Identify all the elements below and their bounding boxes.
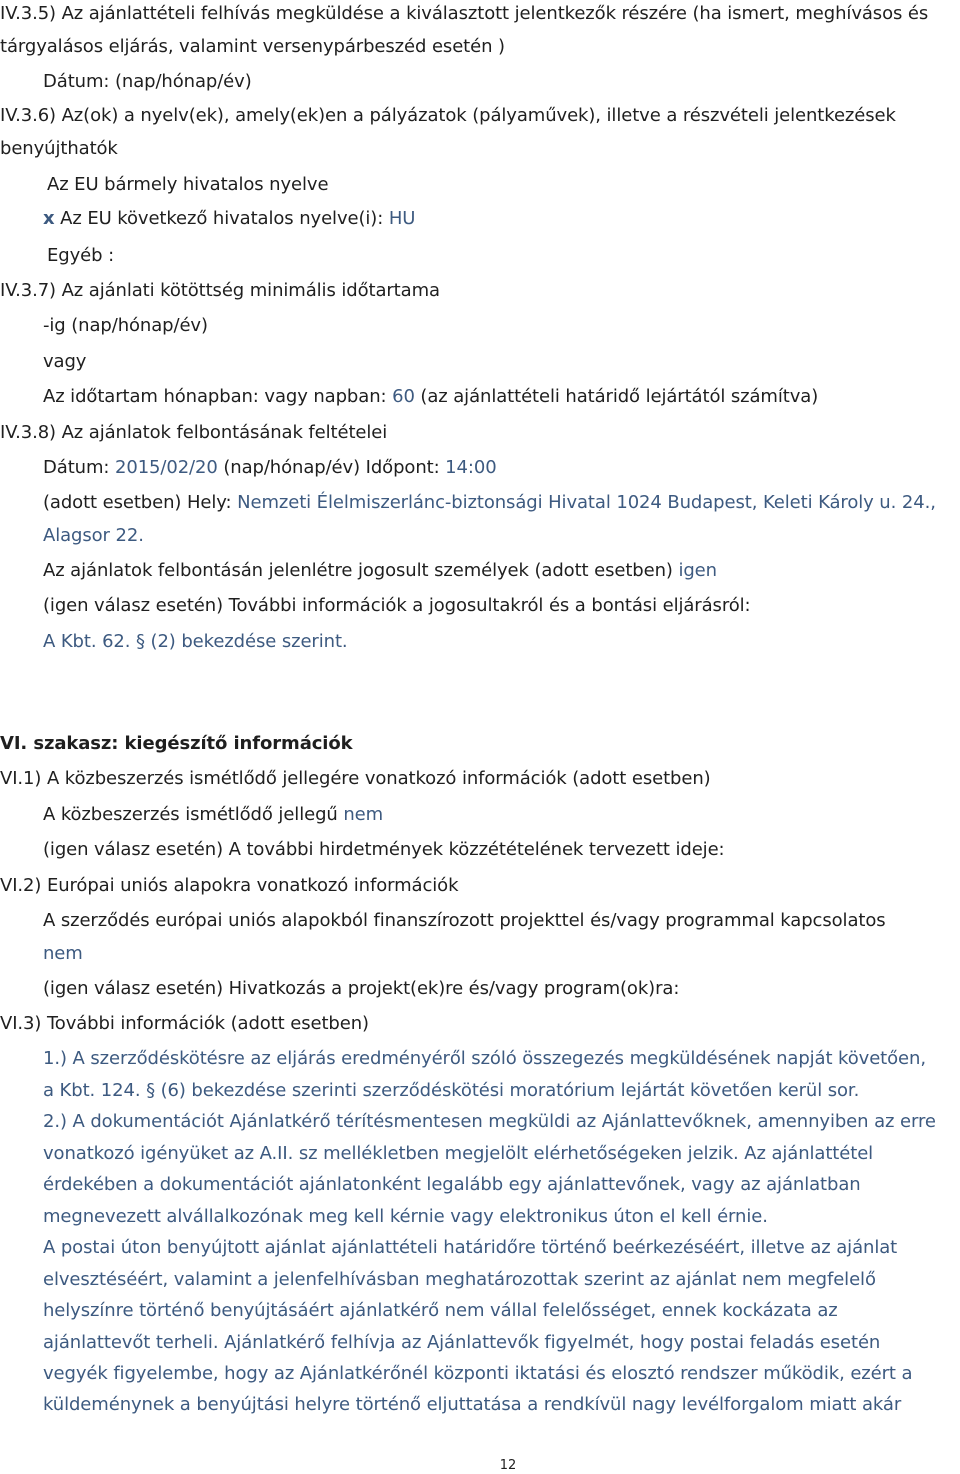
- additional-info-line: vonatkozó igényüket az A.II. sz mellékletben megjelölt elérhetőségeken jelzik. Az ajánlattétel: [43, 1143, 874, 1164]
- binding-duration: [43, 385, 818, 409]
- following-languages-value: HU: [388, 208, 416, 229]
- opening-further-info-label: (igen válasz esetén) További információk a jogosultakról és a bontási eljárásról:: [43, 595, 751, 616]
- option-other-language: Egyéb :: [47, 245, 115, 266]
- additional-info-line: elvesztéséért, valamint a jelenfelhívásban meghatározottak szerint az ajánlat nem megfelelő: [43, 1269, 876, 1290]
- opening-place: [43, 491, 936, 515]
- opening-place-value-line2: Alagsor 22.: [43, 525, 144, 546]
- eu-funds-reference: (igen válasz esetén) Hivatkozás a projekt(ek)re és/vagy program(ok)ra:: [43, 978, 680, 999]
- recurrence-label: A közbeszerzés ismétlődő jellegű: [43, 804, 344, 825]
- page-number: 12: [499, 1458, 517, 1473]
- additional-info-line: helyszínre történő benyújtásáért ajánlatkérő nem vállal felelősséget, ennek kockázata az: [43, 1300, 838, 1321]
- section-iv36-title-line2: benyújthatók: [0, 138, 118, 159]
- section-vi-heading: VI. szakasz: kiegészítő információk: [0, 733, 353, 754]
- additional-info-line: a Kbt. 124. § (6) bekezdése szerinti szerződéskötési moratórium lejártát követően kerül sor.: [43, 1080, 860, 1101]
- duration-suffix: (az ajánlattételi határidő lejártától számítva): [414, 386, 819, 407]
- section-iv38-title: IV.3.8) Az ajánlatok felbontásának feltételei: [0, 422, 388, 443]
- additional-info-line: küldeménynek a benyújtási helyre történő eljuttatása a rendkívül nagy levélforgalom miatt akár: [43, 1394, 902, 1415]
- opening-time-label: (nap/hónap/év) Időpont:: [217, 457, 446, 478]
- recurrence: [43, 803, 383, 827]
- opening-persons-value: igen: [678, 560, 717, 581]
- additional-info-line: megnevezett alvállalkozónak meg kell kérnie vagy elektronikus úton el kell érnie.: [43, 1206, 768, 1227]
- additional-info-line: vegyék figyelembe, hogy az Ajánlatkérőnél központi iktatási és elosztó rendszer működik, ezért a: [43, 1363, 913, 1384]
- section-iv35-title-line2: tárgyalásos eljárás, valamint versenypárbeszéd esetén ): [0, 36, 505, 57]
- option-any-eu-language: Az EU bármely hivatalos nyelve: [47, 174, 329, 195]
- section-iv37-title: IV.3.7) Az ajánlati kötöttség minimális időtartama: [0, 280, 440, 301]
- eu-funds-label: A szerződés európai uniós alapokból finanszírozott projekttel és/vagy programmal kapcsolatos: [43, 910, 886, 931]
- binding-until-date: -ig (nap/hónap/év): [43, 315, 208, 336]
- opening-persons-label: Az ajánlatok felbontásán jelenlétre jogosult személyek (adott esetben): [43, 560, 679, 581]
- duration-value: 60: [392, 386, 415, 407]
- additional-info-line: A postai úton benyújtott ajánlat ajánlattételi határidőre történő beérkezéséért, illetve az ajánlat: [43, 1237, 898, 1258]
- additional-info-line: 2.) A dokumentációt Ajánlatkérő térítésmentesen megküldi az Ajánlattevőknek, amennyiben az erre: [43, 1111, 936, 1132]
- additional-info-line: ajánlattevőt terheli. Ajánlatkérő felhívja az Ajánlattevők figyelmét, hogy postai feladás esetén: [43, 1332, 881, 1353]
- opening-place-value: Nemzeti Élelmiszerlánc-biztonsági Hivatal 1024 Budapest, Keleti Károly u. 24.,: [237, 492, 936, 513]
- recurrence-next-notices: (igen válasz esetén) A további hirdetmények közzétételének tervezett ideje:: [43, 839, 725, 860]
- recurrence-value: nem: [343, 804, 384, 825]
- additional-info-line: 1.) A szerződéskötésre az eljárás eredményéről szóló összegezés megküldésének napját követően,: [43, 1048, 926, 1069]
- option-following-eu-languages: [43, 207, 415, 231]
- section-iv36-title-line1: IV.3.6) Az(ok) a nyelv(ek), amely(ek)en a pályázatok (pályaművek), illetve a részvételi jelentkezések: [0, 105, 896, 126]
- opening-date-time: [43, 456, 497, 480]
- opening-time-value: 14:00: [445, 457, 497, 478]
- section-vi1-title: VI.1) A közbeszerzés ismétlődő jellegére vonatkozó információk (adott esetben): [0, 768, 711, 789]
- eu-funds-value: nem: [43, 943, 83, 964]
- section-iv35-date: Dátum: (nap/hónap/év): [43, 71, 252, 92]
- opening-date-value: 2015/02/20: [114, 457, 218, 478]
- additional-info-line: érdekében a dokumentációt ajánlatonként legalább egy ajánlattevőnek, vagy az ajánlatban: [43, 1174, 861, 1195]
- following-languages-label: Az EU következő hivatalos nyelve(i):: [60, 208, 389, 229]
- opening-persons: [43, 559, 717, 583]
- section-iv35-title-line1: IV.3.5) Az ajánlattételi felhívás megküldése a kiválasztott jelentkezők részére (ha ismert, meghívásos és: [0, 3, 929, 24]
- section-vi2-title: VI.2) Európai uniós alapokra vonatkozó információk: [0, 875, 459, 896]
- section-vi3-title: VI.3) További információk (adott esetben): [0, 1013, 369, 1034]
- binding-or: vagy: [43, 351, 87, 372]
- duration-label: Az időtartam hónapban: vagy napban:: [43, 386, 393, 407]
- opening-further-info-value: A Kbt. 62. § (2) bekezdése szerint.: [43, 631, 348, 652]
- opening-place-label: (adott esetben) Hely:: [43, 492, 238, 513]
- checked-mark: x: [43, 208, 55, 229]
- opening-date-label: Dátum:: [43, 457, 115, 478]
